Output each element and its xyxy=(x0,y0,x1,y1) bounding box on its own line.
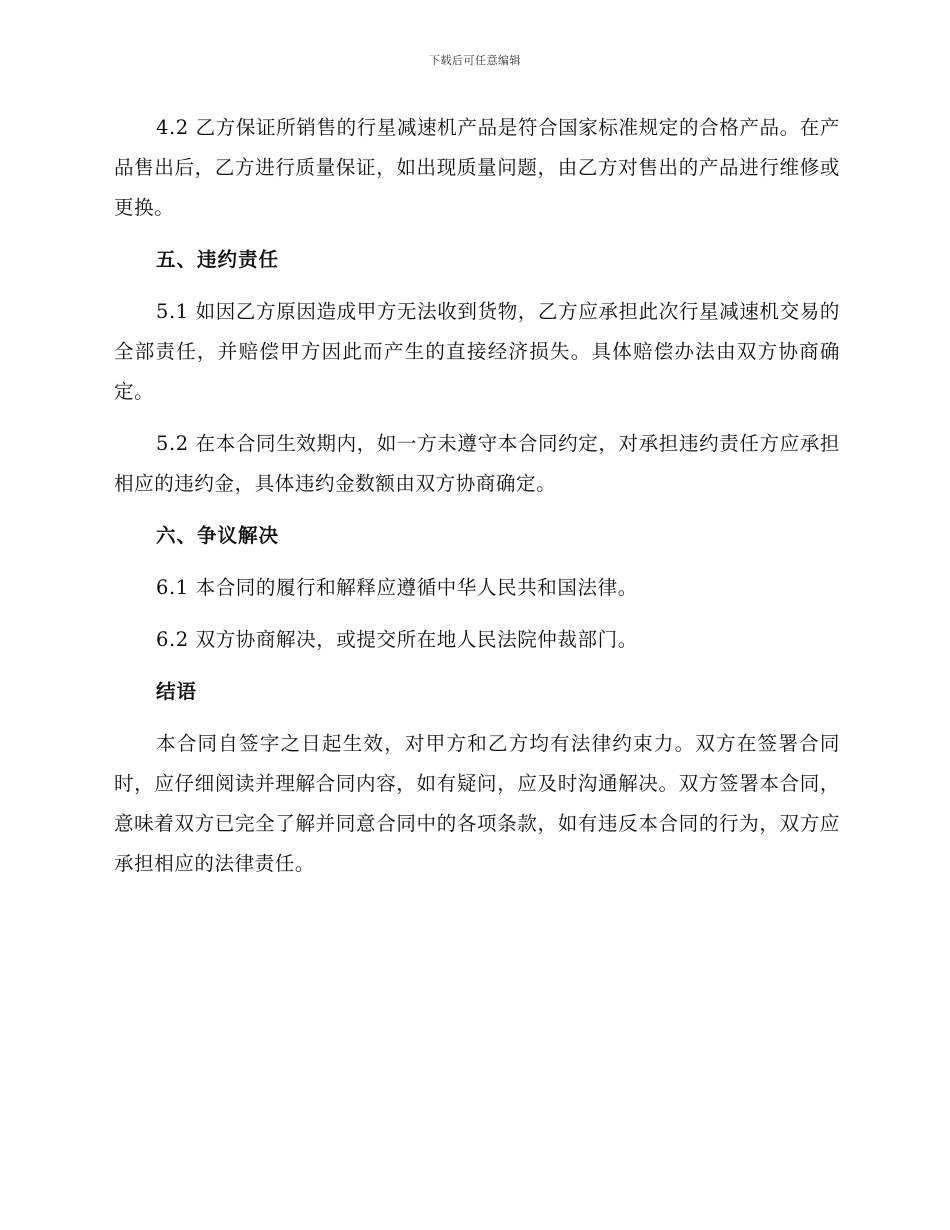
section-heading-dispute: 六、争议解决 xyxy=(156,524,280,547)
clause-6-1: 6.1 本合同的履行和解释应遵循中华人民共和国法律。 xyxy=(156,576,638,599)
document-body xyxy=(114,108,840,896)
section-heading-conclusion: 结语 xyxy=(156,680,198,703)
conclusion-paragraph: 本合同自签字之日起生效，对甲方和乙方均有法律约束力。双方在签署合同时，应仔细阅读并理解合同内容，如有疑问，应及时沟通解决。双方签署本合同，意味着双方已完全了解并同意合同中的各项条款，如有违反本合同的行为，双方应承担相应的法律责任。 xyxy=(114,732,840,875)
page-header: 下载后可任意编辑 xyxy=(429,54,521,67)
section-heading-breach: 五、违约责任 xyxy=(156,248,280,271)
clause-5-1: 5.1 如因乙方原因造成甲方无法收到货物，乙方应承担此次行星减速机交易的全部责任，并赔偿甲方因此而产生的直接经济损失。具体赔偿办法由双方协商确定。 xyxy=(114,300,840,403)
clause-4-2: 4.2 乙方保证所销售的行星减速机产品是符合国家标准规定的合格产品。在产品售出后，乙方进行质量保证，如出现质量问题，由乙方对售出的产品进行维修或更换。 xyxy=(114,116,840,219)
clause-6-2: 6.2 双方协商解决，或提交所在地人民法院仲裁部门。 xyxy=(156,628,638,651)
clause-5-2: 5.2 在本合同生效期内，如一方未遵守本合同约定，对承担违约责任方应承担相应的违约金，具体违约金数额由双方协商确定。 xyxy=(114,432,840,495)
